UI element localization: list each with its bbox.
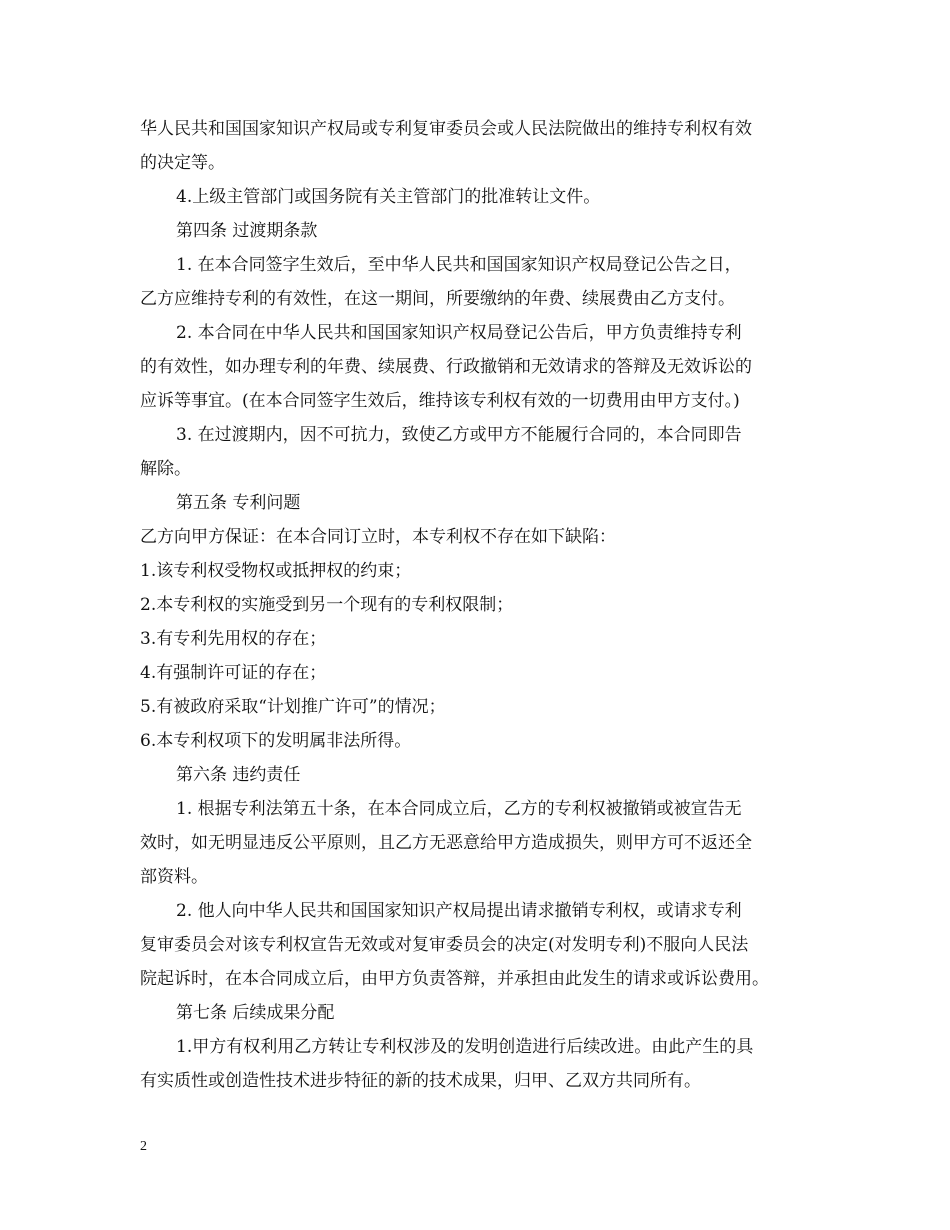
- section-heading: 第五条 专利问题: [176, 493, 301, 513]
- text-line: 乙方应维持专利的有效性，在这一期间，所要缴纳的年费、续展费由乙方支付。: [140, 289, 735, 309]
- text-line: 5.有被政府采取“计划推广许可”的情况；: [140, 697, 446, 717]
- text-line: 的有效性，如办理专利的年费、续展费、行政撤销和无效请求的答辩及无效诉讼的: [140, 357, 752, 377]
- page-number: 2: [140, 1139, 147, 1154]
- text-line: 2.本专利权的实施受到另一个现有的专利权限制；: [140, 595, 514, 615]
- text-line: 乙方向甲方保证：在本合同订立时，本专利权不存在如下缺陷：: [140, 527, 616, 547]
- text-line: 有实质性或创造性技术进步特征的新的技术成果，归甲、乙双方共同所有。: [140, 1071, 701, 1091]
- text-line: 效时，如无明显违反公平原则，且乙方无恶意给甲方造成损失，则甲方可不返还全: [140, 833, 752, 853]
- document-body: [140, 112, 812, 1098]
- text-line: 4.有强制许可证的存在；: [140, 663, 327, 683]
- section-heading: 第四条 过渡期条款: [176, 221, 318, 241]
- text-line: 华人民共和国国家知识产权局或专利复审委员会或人民法院做出的维持专利权有效: [140, 119, 752, 139]
- text-line: 复审委员会对该专利权宣告无效或对复审委员会的决定(对发明专利)不服向人民法: [140, 935, 749, 955]
- text-line: 院起诉时，在本合同成立后，由甲方负责答辩，并承担由此发生的请求或诉讼费用。: [140, 969, 769, 989]
- text-line: 1. 根据专利法第五十条，在本合同成立后，乙方的专利权被撤销或被宣告无: [176, 799, 742, 819]
- text-line: 的决定等。: [140, 153, 225, 173]
- text-line: 解除。: [140, 459, 191, 479]
- text-line: 4.上级主管部门或国务院有关主管部门的批准转让文件。: [176, 187, 601, 207]
- text-line: 2. 本合同在中华人民共和国国家知识产权局登记公告后，甲方负责维持专利: [176, 323, 742, 343]
- text-line: 应诉等事宜。(在本合同签字生效后，维持该专利权有效的一切费用由甲方支付。): [140, 391, 740, 411]
- text-line: 6.本专利权项下的发明属非法所得。: [140, 731, 412, 751]
- text-line: 2. 他人向中华人民共和国国家知识产权局提出请求撤销专利权，或请求专利: [176, 901, 742, 921]
- text-line: 3.有专利先用权的存在；: [140, 629, 327, 649]
- section-heading: 第七条 后续成果分配: [176, 1003, 335, 1023]
- text-line: 1.该专利权受物权或抵押权的约束；: [140, 561, 412, 581]
- text-line: 1. 在本合同签字生效后，至中华人民共和国国家知识产权局登记公告之日，: [176, 255, 742, 275]
- text-line: 部资料。: [140, 867, 208, 887]
- text-line: 1.甲方有权利用乙方转让专利权涉及的发明创造进行后续改进。由此产生的具: [176, 1037, 754, 1057]
- text-line: 3. 在过渡期内，因不可抗力，致使乙方或甲方不能履行合同的，本合同即告: [176, 425, 742, 445]
- section-heading: 第六条 违约责任: [176, 765, 301, 785]
